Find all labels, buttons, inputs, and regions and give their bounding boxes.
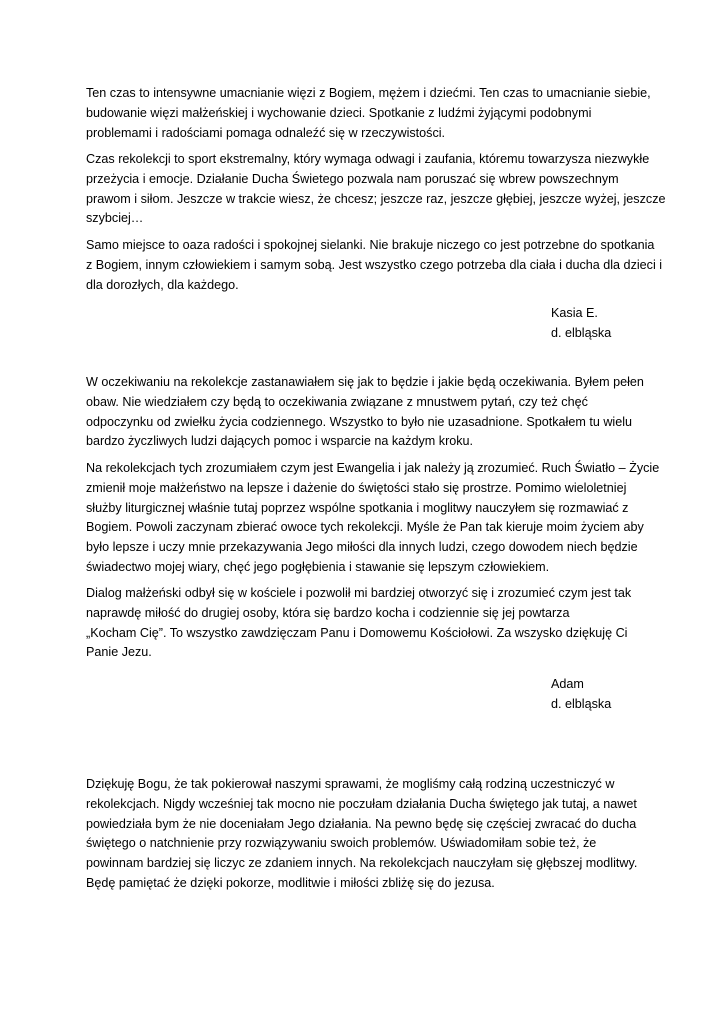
testimony-2-signature xyxy=(551,675,611,715)
text-line: „Kocham Cię”. To wszystko zawdzięczam Panu i Domowemu Kościołowi. Za wszysko dziękuję Ci xyxy=(86,625,628,640)
text-line: szybciej… xyxy=(86,211,144,226)
text-line: rekolekcjach. Nigdy wcześniej tak mocno nie poczułam działania Ducha świętego jak tutaj, a nawet xyxy=(86,796,637,811)
text-line: służby liturgicznej właśnie tutaj poprzez wspólne spotkania i moglitwy nauczyłem się rozmawiać z xyxy=(86,500,629,515)
text-line: naprawdę miłość do drugiej osoby, która się bardzo kocha i codziennie się jej powtarza xyxy=(86,605,570,620)
text-line: powiedziała bym że nie doceniałam Jego działania. Na pewno będę się częściej zwracać do ducha xyxy=(86,816,637,831)
testimony-2-paragraph-2 xyxy=(86,459,660,578)
testimony-1-paragraph-1 xyxy=(86,84,651,143)
author-name: Adam xyxy=(551,677,584,691)
text-line: przeżycia i emocje. Działanie Ducha Świetego pozwala nam poruszać się wbrew powszechnym xyxy=(86,171,619,186)
author-diocese: d. elbląska xyxy=(551,696,612,711)
text-line: świętego o natchnienie przy rozwiązywaniu swoich problemów. Uświadomiłam sobie też, że xyxy=(86,836,597,851)
text-line: Ten czas to intensywne umacnianie więzi z Bogiem, mężem i dziećmi. Ten czas to umacnianie siebie, xyxy=(86,86,651,100)
text-line: Samo miejsce to oaza radości i spokojnej sielanki. Nie brakuje niczego co jest potrzebne do spotkania xyxy=(86,238,655,252)
text-line: Będę pamiętać że dzięki pokorze, modlitwie i miłości zbliżę się do jezusa. xyxy=(86,875,495,890)
text-line: było lepsze i uczy mnie przekazywania Jego miłości dla innych ludzi, czego dowodem niech będzie xyxy=(86,540,638,555)
text-line: Czas rekolekcji to sport ekstremalny, który wymaga odwagi i zaufania, któremu towarzysza niezwykłe xyxy=(86,152,650,166)
text-line: W oczekiwaniu na rekolekcje zastanawiałem się jak to będzie i jakie będą oczekiwania. Byłem pełen xyxy=(86,375,644,389)
testimony-2-paragraph-1 xyxy=(86,373,646,452)
text-line: dla dorozłych, dla każdego. xyxy=(86,277,239,292)
text-line: zmienił moje małżeństwo na lepsze i dażenie do świętości stało się prostrze. Pomimo wieloletniej xyxy=(86,480,627,495)
testimony-1-paragraph-3 xyxy=(86,236,663,295)
text-line: z Bogiem, innym człowiekiem i samym sobą. Jest wszystko czego potrzeba dla ciała i ducha dla dzieci i xyxy=(86,257,663,272)
author-name: Kasia E. xyxy=(551,306,598,320)
text-line: budowanie więzi małżeńskiej i wychowanie dzieci. Spotkanie z ludźmi żyjącymi podobnymi xyxy=(86,105,592,120)
text-line: Dialog małżeński odbył się w kościele i pozwolił mi bardziej otworzyć się i zrozumieć czym jest tak xyxy=(86,586,632,600)
text-line: Panie Jezu. xyxy=(86,645,152,660)
text-line: Na rekolekcjach tych zrozumiałem czym jest Ewangelia i jak należy ją zrozumieć. Ruch Światło – Życie xyxy=(86,461,660,475)
text-line: Dziękuję Bogu, że tak pokierował naszymi sprawami, że mogliśmy całą rodziną uczestniczyć w xyxy=(86,777,615,791)
text-line: powinnam bardziej się liczyc ze zdaniem innych. Na rekolekcjach nauczyłam się głębszej modlitwy. xyxy=(86,856,638,871)
text-line: obaw. Nie wiedziałem czy będą to oczekiwania związane z mnustwem pytań, czy też chęć xyxy=(86,394,588,409)
text-line: Bogiem. Powoli zaczynam zbierać owoce tych rekolekcji. Myśle że Pan tak kieruje moim życiem aby xyxy=(86,520,644,535)
text-line: bardzo życzliwych ludzi dających pomoc i wsparcie na każdym kroku. xyxy=(86,434,474,449)
testimony-3-paragraph-1 xyxy=(86,775,646,894)
testimony-2-paragraph-3 xyxy=(86,584,646,663)
author-diocese: d. elbląska xyxy=(551,325,612,340)
text-line: odpoczynku od zwiełku życia codziennego. Wszystko to było nie uzasadnione. Spotkałem tu wielu xyxy=(86,414,633,429)
text-line: problemami i radościami pomaga odnaleźć się w rzeczywistości. xyxy=(86,125,446,140)
text-line: świadectwo mojej wiary, chęć jego pogłębienia i stawanie się lepszym człowiekiem. xyxy=(86,559,550,574)
testimony-1-paragraph-2 xyxy=(86,150,666,229)
testimony-1-signature xyxy=(551,304,611,344)
text-line: prawom i siłom. Jeszcze w trakcie wiesz, że chcesz; jeszcze raz, jeszcze głębiej, jeszcze wyżej, jeszcze xyxy=(86,191,666,206)
